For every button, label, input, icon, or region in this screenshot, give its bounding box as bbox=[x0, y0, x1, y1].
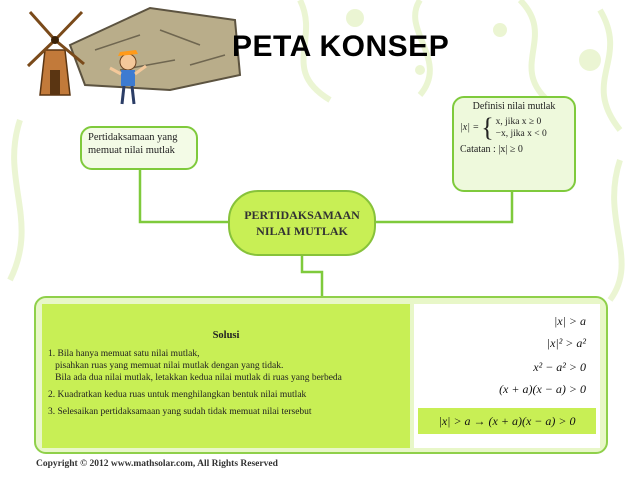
brace-icon: { bbox=[481, 113, 494, 142]
connector-left bbox=[140, 170, 228, 222]
definition-note: Catatan : |x| ≥ 0 bbox=[460, 144, 523, 155]
copyright-text: Copyright © 2012 www.mathsolar.com, All Rights Reserved bbox=[36, 459, 278, 469]
page-title: PETA KONSEP bbox=[232, 30, 450, 63]
connector-down bbox=[302, 256, 322, 296]
math-panel bbox=[414, 304, 600, 448]
central-topic-line1: PERTIDAKSAMAAN bbox=[244, 208, 360, 222]
math-line-3: x² − a² > 0 bbox=[533, 360, 586, 374]
node-central-topic bbox=[228, 190, 376, 256]
connector-right bbox=[376, 192, 512, 222]
central-topic-line2: NILAI MUTLAK bbox=[256, 224, 348, 238]
solution-panel bbox=[42, 304, 410, 448]
definition-formula bbox=[460, 113, 568, 142]
math-summary: |x| > a → (x + a)(x − a) > 0 bbox=[418, 408, 596, 434]
solution-step-1a: 1. Bila hanya memuat satu nilai mutlak, bbox=[48, 349, 200, 359]
node-pertidaksamaan-nilai-mutlak bbox=[80, 126, 198, 170]
solution-step-2: 2. Kuadratkan kedua ruas untuk menghilangkan bentuk nilai mutlak bbox=[48, 390, 307, 400]
definition-case-1: x, jika x ≥ 0 bbox=[495, 117, 542, 127]
node-left-text: Pertidaksamaan yang memuat nilai mutlak bbox=[88, 132, 178, 156]
solution-step-1c: Bila ada dua nilai mutlak, letakkan kedua nilai mutlak di ruas yang berbeda bbox=[55, 373, 342, 383]
definition-case-2: −x, jika x < 0 bbox=[495, 129, 547, 139]
definition-lhs: |x| = bbox=[460, 122, 480, 133]
definition-cases bbox=[496, 116, 547, 140]
math-line-2: |x|² > a² bbox=[546, 336, 586, 350]
math-line-4: (x + a)(x − a) > 0 bbox=[499, 382, 586, 396]
node-definisi bbox=[452, 96, 576, 192]
solution-step-1b: pisahkan ruas yang memuat nilai mutlak dengan yang tidak. bbox=[55, 361, 284, 371]
node-solusi bbox=[34, 296, 608, 454]
definition-title: Definisi nilai mutlak bbox=[472, 101, 556, 112]
math-line-1: |x| > a bbox=[553, 314, 586, 328]
solution-step-3: 3. Selesaikan pertidaksamaan yang sudah tidak memuat nilai tersebut bbox=[48, 407, 312, 417]
solution-title: Solusi bbox=[212, 330, 240, 341]
solution-step-1 bbox=[48, 348, 404, 384]
